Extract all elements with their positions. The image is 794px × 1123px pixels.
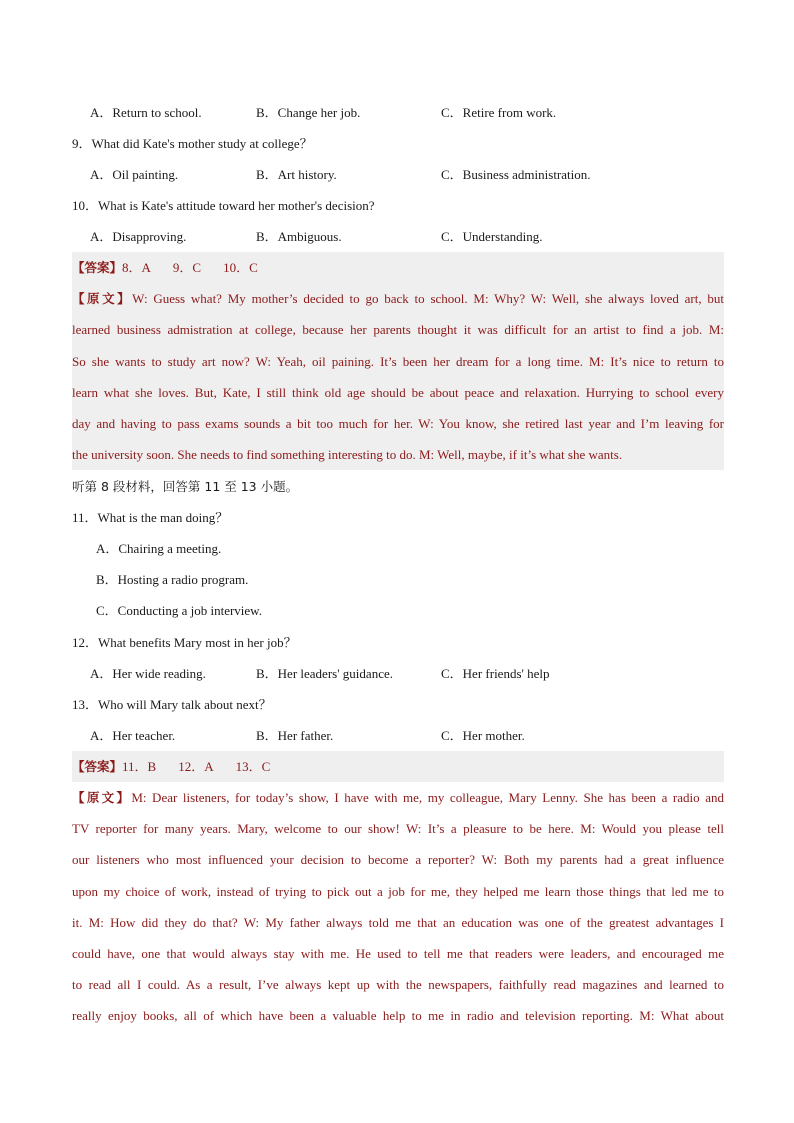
q11-option-b: B．Hosting a radio program. [96, 572, 249, 587]
transcript-line: 【原文】W: Guess what? My mother’s decided to go back to school. M: Why? W: Well, she always loved art, but [72, 291, 724, 307]
transcript-tag: 【原文】 [72, 790, 132, 805]
q12-stem: 12．What benefits Mary most in her job？ [72, 635, 297, 650]
transcript-line: learn what she loves. But, Kate, I still think old age should be about peace and relaxation. Hurrying to school every [72, 384, 724, 400]
q9-option-b: B．Art history. [256, 167, 337, 182]
transcript-tag: 【原文】 [72, 291, 133, 307]
transcript-line: the university soon. She needs to find something interesting to do. M: Well, maybe, if it’s what she wants. [72, 447, 623, 463]
answer-11: 11．B [122, 759, 157, 774]
answer-line [72, 751, 724, 782]
q10-stem: 10．What is Kate's attitude toward her mother's decision? [72, 198, 375, 213]
q10-option-b: B．Ambiguous. [256, 229, 342, 244]
answer-10: 10．C [223, 260, 258, 275]
section-heading: 听第 8 段材料，回答第 11 至 13 小题。 [72, 479, 299, 494]
q12-option-b: B．Her leaders' guidance. [256, 666, 393, 681]
q8-option-c: C．Retire from work. [441, 105, 557, 120]
transcript-line: really enjoy books, all of which have been a valuable help to me in radio and television reporting. M: What about [72, 1008, 724, 1024]
q13-stem: 13．Who will Mary talk about next？ [72, 697, 272, 712]
answer-8: 8．A [122, 260, 151, 275]
transcript-line: upon my choice of work, instead of trying to pick out a job for me, they helped me learn those things that led me to [72, 883, 724, 899]
answer-12: 12．A [178, 759, 214, 774]
answer-tag: 【答案】 [72, 759, 123, 774]
q8-option-b: B．Change her job. [256, 105, 361, 120]
transcript-line: learned business admistration at college, because her parents thought it was difficult for an artist to find a job. M: [72, 322, 724, 338]
q11-option-a: A．Chairing a meeting. [96, 541, 222, 556]
answer-block-1 [72, 252, 724, 470]
transcript-line: 【原文】M: Dear listeners, for today’s show, I have with me, my colleague, Mary Lenny. She has been a radio and [72, 790, 724, 805]
answer-13: 13．C [235, 759, 271, 774]
q9-option-a: A．Oil painting. [90, 167, 179, 182]
q8-option-a: A．Return to school. [90, 105, 202, 120]
q9-option-c: C．Business administration. [441, 167, 591, 182]
q12-option-c: C．Her friends' help [441, 666, 550, 681]
answer-tag: 【答案】 [72, 260, 123, 275]
transcript-line: could have, one that would always stay with me. He used to tell me that readers were leaders, and encouraged me [72, 945, 724, 961]
q12-option-a: A．Her wide reading. [90, 666, 206, 681]
q11-stem: 11．What is the man doing？ [72, 510, 229, 525]
transcript-line: day and having to pass exams sounds a bit too much for her. W: You know, she retired last year and I’m leaving for [72, 415, 724, 431]
q11-option-c: C．Conducting a job interview. [96, 603, 262, 618]
transcript-line: our listeners who most influenced your decision to become a reporter? W: Both my parents had a great influence [72, 852, 724, 868]
q13-option-c: C．Her mother. [441, 728, 525, 743]
q13-option-b: B．Her father. [256, 728, 334, 743]
transcript-line: TV reporter for many years. Mary, welcome to our show! W: It’s a pleasure to be here. M: Would you please tell [72, 821, 724, 837]
answer-block-2 [72, 751, 724, 782]
q10-option-c: C．Understanding. [441, 229, 543, 244]
transcript-line: to read all I could. As a result, I’ve always kept up with the newspapers, faithfully read magazines and learned to [72, 977, 724, 993]
q13-option-a: A．Her teacher. [90, 728, 176, 743]
transcript-2 [72, 782, 724, 1032]
q10-option-a: A．Disapproving. [90, 229, 187, 244]
answer-9: 9．C [172, 260, 202, 275]
q9-stem: 9．What did Kate's mother study at college？ [72, 136, 313, 151]
transcript-line: So she wants to study art now? W: Yeah, oil paining. It’s been her dream for a long time. M: It’s nice to return to [72, 353, 724, 369]
answer-line [72, 252, 724, 283]
transcript-line: it. M: How did they do that? W: My father always told me that an education was one of the greatest advantages I [72, 914, 724, 930]
